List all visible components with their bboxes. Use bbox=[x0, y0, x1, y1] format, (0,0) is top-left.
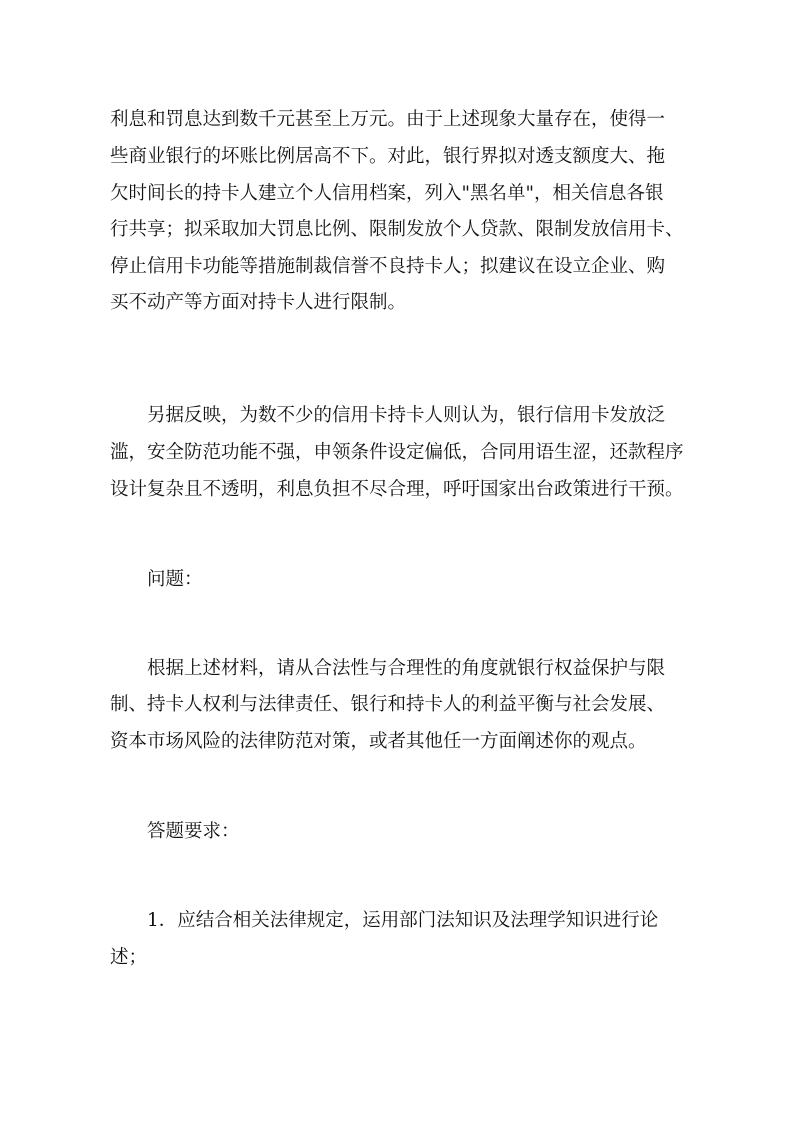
paragraph-3-line-1: 根据上述材料，请从合法性与合理性的角度就银行权益保护与限 bbox=[147, 658, 666, 679]
paragraph-3-line-2: 制、持卡人权利与法律责任、银行和持卡人的利益平衡与社会发展、 bbox=[110, 694, 666, 715]
requirement-1-line-1: 1．应结合相关法律规定，运用部门法知识及法理学知识进行论 bbox=[147, 910, 659, 931]
paragraph-1-line-4: 行共享；拟采取加大罚息比例、限制发放个人贷款、限制发放信用卡、 bbox=[110, 219, 684, 240]
requirement-1-line-2: 述； bbox=[110, 947, 148, 968]
paragraph-2-line-2: 滥，安全防范功能不强，申领条件设定偏低，合同用语生涩，还款程序 bbox=[110, 442, 684, 463]
paragraph-3-line-3: 资本市场风险的法律防范对策，或者其他任一方面阐述你的观点。 bbox=[110, 731, 647, 752]
requirements-heading: 答题要求： bbox=[147, 821, 240, 842]
paragraph-2-line-1: 另据反映，为数不少的信用卡持卡人则认为，银行信用卡发放泛 bbox=[147, 405, 666, 426]
paragraph-1-line-2: 些商业银行的坏账比例居高不下。对此，银行界拟对透支额度大、拖 bbox=[110, 146, 666, 167]
question-heading: 问题： bbox=[147, 569, 203, 590]
paragraph-2-line-3: 设计复杂且不透明，利息负担不尽合理，呼吁国家出台政策进行干预。 bbox=[110, 479, 684, 500]
paragraph-1-line-6: 买不动产等方面对持卡人进行限制。 bbox=[110, 292, 407, 313]
paragraph-1-line-3: 欠时间长的持卡人建立个人信用档案，列入"黑名单"，相关信息各银 bbox=[110, 183, 664, 204]
paragraph-1-line-1: 利息和罚息达到数千元甚至上万元。由于上述现象大量存在，使得一 bbox=[110, 109, 666, 130]
paragraph-1-line-5: 停止信用卡功能等措施制裁信誉不良持卡人；拟建议在设立企业、购 bbox=[110, 256, 666, 277]
